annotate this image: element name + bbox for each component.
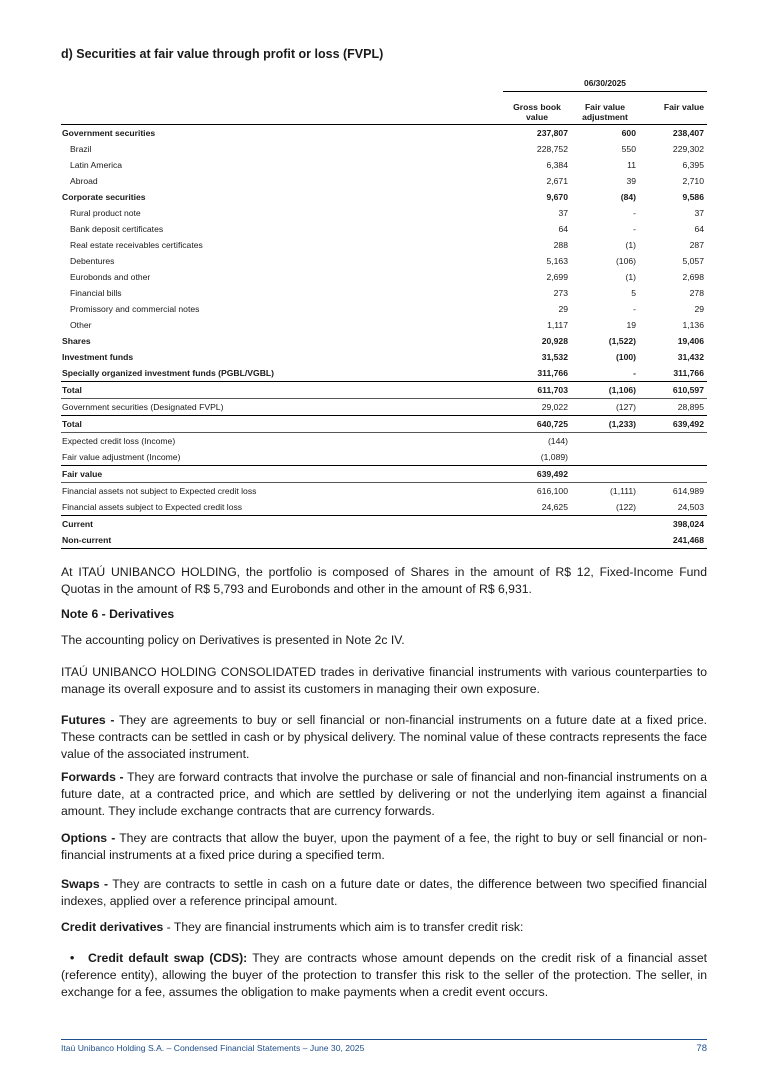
- table-date-row: [61, 75, 707, 91]
- table-row: [61, 465, 707, 482]
- page-number: 78: [696, 1043, 707, 1054]
- row-label: Rural product note: [70, 207, 141, 218]
- table-row: [61, 499, 707, 516]
- cell-gross-book-value: [503, 532, 571, 549]
- cell-gross-book-value: 31,532: [541, 351, 568, 362]
- cell-fair-value: 614,989: [639, 482, 707, 499]
- cell-fair-value-adjustment: (106): [615, 255, 636, 266]
- row-label: Other: [70, 319, 92, 330]
- cell-fair-value-adjustment: [571, 532, 639, 549]
- row-label: Promissory and commercial notes: [70, 303, 200, 314]
- cell-fair-value-adjustment: 19: [626, 319, 636, 330]
- paragraph-forwards: Forwards - They are forward contracts that involve the purchase or sale of financial and non-financial instruments on a future date, at a contracted price, and which are settled by delivering or not the underlying item against a financial amount. They include exchange contracts that are currency forwards.: [61, 770, 707, 818]
- table-row: [61, 333, 707, 349]
- cell-gross-book-value: 288: [553, 239, 568, 250]
- cell-fair-value-adjustment: (84): [620, 191, 636, 202]
- futures-term: Futures -: [61, 713, 115, 727]
- table-row: [61, 515, 707, 532]
- cell-fair-value-adjustment: (1): [625, 239, 636, 250]
- paragraph-cds: • Credit default swap (CDS): They are contracts whose amount depends on the credit risk of a financial asset (reference entity), allowing the buyer of the protection to transfer this risk to the seller of the protection. The seller, in exchange for a fee, assumes the obligation to make payments when a credit event occurs.: [61, 951, 707, 999]
- cell-fair-value-adjustment: 11: [627, 159, 636, 170]
- cell-fair-value-adjustment: [571, 515, 639, 532]
- cell-gross-book-value: 616,100: [503, 482, 571, 499]
- cell-fair-value: 398,024: [639, 515, 707, 532]
- cell-fair-value: 29: [694, 303, 704, 314]
- cell-fair-value: 9,586: [682, 191, 704, 202]
- table-row: [61, 253, 707, 269]
- cell-fair-value-adjustment: 5: [631, 287, 636, 298]
- col-fair-value-adjustment: Fair value adjustment: [571, 91, 639, 124]
- table-row: [61, 237, 707, 253]
- cell-gross-book-value: 20,928: [541, 335, 568, 346]
- footer-text: Itaú Unibanco Holding S.A. – Condensed Financial Statements – June 30, 2025: [61, 1043, 365, 1053]
- cell-gross-book-value: 37: [558, 207, 568, 218]
- row-label: Fair value: [61, 465, 503, 482]
- cell-fair-value-adjustment: 39: [626, 175, 636, 186]
- cell-fair-value-adjustment: 550: [621, 143, 636, 154]
- table-row: [61, 415, 707, 432]
- cell-fair-value-adjustment: (122): [615, 501, 636, 512]
- cell-fair-value-adjustment: -: [633, 367, 636, 378]
- row-label: Brazil: [70, 143, 92, 154]
- row-label: Real estate receivables certificates: [70, 239, 203, 250]
- cell-fair-value: 610,597: [639, 381, 707, 398]
- row-label: Current: [61, 515, 503, 532]
- cell-gross-book-value: 1,117: [547, 319, 568, 330]
- row-label: Financial bills: [70, 287, 122, 298]
- table-row: [61, 269, 707, 285]
- cell-gross-book-value: 5,163: [546, 255, 568, 266]
- cell-fair-value: 639,492: [639, 415, 707, 432]
- row-label: Fair value adjustment (Income): [62, 451, 181, 462]
- row-label: Investment funds: [62, 351, 134, 362]
- col-fair-value: Fair value: [639, 91, 707, 124]
- table-row: [61, 349, 707, 365]
- paragraph-credit-derivatives: Credit derivatives - They are financial instruments which aim is to transfer credit risk:: [61, 920, 524, 934]
- cell-fair-value: 24,503: [677, 501, 704, 512]
- section-title: d) Securities at fair value through profit or loss (FVPL): [61, 47, 384, 61]
- row-label: Bank deposit certificates: [70, 223, 164, 234]
- cell-gross-book-value: 2,699: [546, 271, 568, 282]
- cell-fair-value: 64: [694, 223, 704, 234]
- paragraph-portfolio: At ITAÚ UNIBANCO HOLDING, the portfolio is composed of Shares in the amount of R$ 12, Fixed-Income Fund Quotas in the amount of R$ 5,793 and Eurobonds and other in the amount of R$ 6,931.: [61, 565, 707, 596]
- cell-gross-book-value: 273: [553, 287, 568, 298]
- cell-fair-value: 6,395: [682, 159, 704, 170]
- footer-divider: [61, 1039, 707, 1040]
- cell-gross-book-value: 639,492: [503, 465, 571, 482]
- cell-gross-book-value: 24,625: [541, 501, 568, 512]
- row-label: Shares: [62, 335, 91, 346]
- cell-fair-value-adjustment: (1,106): [571, 381, 639, 398]
- table-row: [61, 205, 707, 221]
- row-label: Specially organized investment funds (PGBL/VGBL): [62, 367, 275, 378]
- paragraph-options: Options - They are contracts that allow the buyer, upon the payment of a fee, the right to buy or sell financial or non-financial instruments at a fixed price during a specified term.: [61, 831, 707, 862]
- table-row: [61, 398, 707, 415]
- cell-gross-book-value: (144): [503, 432, 571, 449]
- table-row: [61, 221, 707, 237]
- cell-fair-value: [639, 432, 707, 449]
- cell-fair-value: 37: [694, 207, 704, 218]
- row-label: Government securities: [62, 127, 156, 138]
- cell-gross-book-value: 29,022: [503, 398, 571, 415]
- cell-fair-value-adjustment: (100): [615, 351, 636, 362]
- paragraph-futures: Futures - They are agreements to buy or sell financial or non-financial instruments on a future date at a fixed price. These contracts can be settled in cash or by physical delivery. The nominal value of these contracts represents the face value of the associated instrument.: [61, 713, 708, 761]
- cell-fair-value: 5,057: [682, 255, 704, 266]
- cell-fair-value-adjustment: (127): [571, 398, 639, 415]
- cell-fair-value-adjustment: (1): [625, 271, 636, 282]
- cell-gross-book-value: 2,671: [546, 175, 568, 186]
- cell-fair-value-adjustment: (1,111): [571, 482, 639, 499]
- cell-fair-value: 2,698: [682, 271, 704, 282]
- cell-fair-value: 238,407: [672, 127, 704, 138]
- cell-fair-value-adjustment: [571, 449, 639, 466]
- cell-gross-book-value: [503, 515, 571, 532]
- cell-gross-book-value: 228,752: [536, 143, 568, 154]
- table-date-header: 06/30/2025: [503, 75, 707, 91]
- table-row: [61, 532, 707, 549]
- cell-fair-value: 31,432: [677, 351, 704, 362]
- table-row: [61, 301, 707, 317]
- cell-fair-value: 278: [689, 287, 704, 298]
- cell-gross-book-value: 237,807: [536, 127, 568, 138]
- cell-fair-value: 19,406: [677, 335, 704, 346]
- cell-fair-value-adjustment: 600: [621, 127, 636, 138]
- forwards-term: Forwards -: [61, 770, 124, 784]
- table-row: [61, 141, 707, 157]
- cell-gross-book-value: 64: [558, 223, 568, 234]
- cell-gross-book-value: 311,766: [537, 367, 568, 378]
- bullet-icon: •: [70, 951, 75, 965]
- cell-fair-value: 287: [689, 239, 704, 250]
- cell-fair-value-adjustment: -: [633, 223, 636, 234]
- cell-fair-value-adjustment: [571, 465, 639, 482]
- row-label: Total: [61, 381, 503, 398]
- table-row: [61, 381, 707, 398]
- row-label: Government securities (Designated FVPL): [61, 398, 503, 415]
- table-row: [61, 124, 707, 141]
- note-heading: Note 6 - Derivatives: [61, 607, 175, 621]
- cell-fair-value-adjustment: (1,522): [608, 335, 636, 346]
- row-label: Expected credit loss (Income): [61, 432, 503, 449]
- cds-term: Credit default swap (CDS):: [88, 951, 248, 965]
- cell-fair-value-adjustment: [571, 432, 639, 449]
- row-label: Abroad: [70, 175, 98, 186]
- cell-fair-value: [639, 465, 707, 482]
- cell-fair-value: 2,710: [682, 175, 704, 186]
- table-row: [61, 449, 707, 466]
- row-label: Total: [61, 415, 503, 432]
- col-gross-book-value: Gross book value: [503, 91, 571, 124]
- table-row: [61, 157, 707, 173]
- row-label: Debentures: [70, 255, 115, 266]
- cell-fair-value-adjustment: -: [633, 303, 636, 314]
- cell-fair-value: [639, 449, 707, 466]
- row-label: Eurobonds and other: [70, 271, 151, 282]
- cell-gross-book-value: (1,089): [540, 451, 568, 462]
- cell-gross-book-value: 611,703: [503, 381, 571, 398]
- paragraph-overview: ITAÚ UNIBANCO HOLDING CONSOLIDATED trades in derivative financial instruments with various counterparties to manage its overall exposure and to assist its customers in managing their own exposure.: [61, 665, 707, 696]
- table-row: [61, 432, 707, 449]
- swaps-term: Swaps -: [61, 877, 109, 891]
- options-term: Options -: [61, 831, 116, 845]
- cell-fair-value: 311,766: [673, 367, 704, 378]
- table-row: [61, 365, 707, 382]
- cell-gross-book-value: 640,725: [503, 415, 571, 432]
- table-body: [61, 124, 707, 548]
- cell-fair-value: 241,468: [639, 532, 707, 549]
- row-label: Non-current: [61, 532, 503, 549]
- cell-fair-value-adjustment: -: [633, 207, 636, 218]
- table-row: [61, 189, 707, 205]
- cell-fair-value: 1,136: [682, 319, 704, 330]
- cell-fair-value: 229,302: [672, 143, 704, 154]
- row-label: Financial assets subject to Expected credit loss: [62, 501, 243, 512]
- table-row: [61, 285, 707, 301]
- row-label: Financial assets not subject to Expected credit loss: [61, 482, 503, 499]
- table-header-row: [61, 91, 707, 124]
- fvpl-table: [61, 75, 707, 549]
- table-row: [61, 482, 707, 499]
- cell-gross-book-value: 6,384: [546, 159, 568, 170]
- credit-derivatives-term: Credit derivatives: [61, 920, 164, 934]
- paragraph-policy: The accounting policy on Derivatives is presented in Note 2c IV.: [61, 633, 405, 647]
- row-label: Corporate securities: [62, 191, 146, 202]
- paragraph-swaps: Swaps - They are contracts to settle in cash on a future date or dates, the difference between two specified financial indexes, applied over a reference principal amount.: [61, 877, 707, 908]
- row-label: Latin America: [70, 159, 123, 170]
- cell-gross-book-value: 29: [558, 303, 568, 314]
- table-row: [61, 173, 707, 189]
- table-row: [61, 317, 707, 333]
- cell-fair-value-adjustment: (1,233): [571, 415, 639, 432]
- cell-gross-book-value: 9,670: [546, 191, 568, 202]
- cell-fair-value: 28,895: [639, 398, 707, 415]
